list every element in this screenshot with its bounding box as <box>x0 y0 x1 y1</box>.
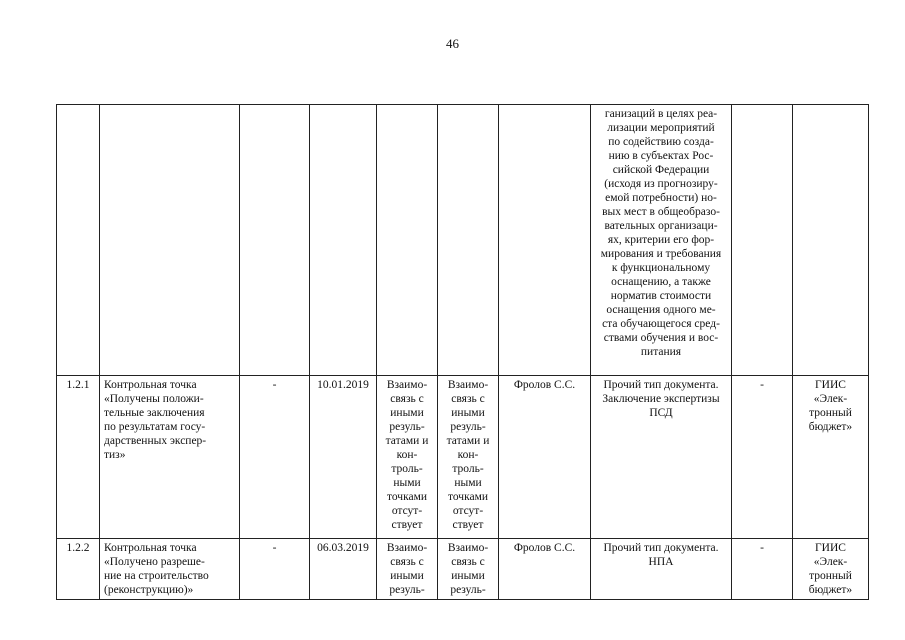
page-number: 46 <box>446 36 459 51</box>
cell-name: Контрольная точка «Получены положи- тельные заключения по результатам госу- дарственных экспер- тиз» <box>100 376 240 539</box>
cell-link-next: Взаимо- связь с иными резуль- <box>438 539 499 600</box>
cell-system: ГИИС «Элек- тронный бюджет» <box>793 376 869 539</box>
cell-level <box>732 105 793 376</box>
cell-link-prev: Взаимо- связь с иными резуль- <box>377 539 438 600</box>
cell-name <box>100 105 240 376</box>
cell-number <box>57 105 100 376</box>
table-row <box>57 376 869 539</box>
cell-system: ГИИС «Элек- тронный бюджет» <box>793 539 869 600</box>
cell-link-next: Взаимо- связь с иными резуль- татами и кон- троль- ными точками отсут- ствует <box>438 376 499 539</box>
cell-number: 1.2.2 <box>57 539 100 600</box>
cell-prev <box>240 105 310 376</box>
cell-prev: - <box>240 376 310 539</box>
cell-person <box>499 105 591 376</box>
cell-date: 10.01.2019 <box>310 376 377 539</box>
cell-prev: - <box>240 539 310 600</box>
cell-person: Фролов С.С. <box>499 539 591 600</box>
cell-document-type: Прочий тип документа. Заключение экспертизы ПСД <box>591 376 732 539</box>
cell-name: Контрольная точка «Получено разреше- ние на строительство (реконструкцию)» <box>100 539 240 600</box>
cell-person: Фролов С.С. <box>499 376 591 539</box>
cell-link-prev <box>377 105 438 376</box>
table-row <box>57 539 869 600</box>
cell-level: - <box>732 376 793 539</box>
cell-document-type: Прочий тип документа. НПА <box>591 539 732 600</box>
cell-document-type: ганизаций в целях реа- лизации мероприятий по содействию созда- нию в субъектах Рос- сийской Федерации (исходя из прогнозиру- емой потребности) но- вых мест в общеобразо- вательных организаци- ях, критерии его фор- мирования и требования к функциональному оснащению, а также норматив стоимости оснащения одного ме- ста обучающегося сред- ствами обучения и вос- питания <box>591 105 732 376</box>
cell-date: 06.03.2019 <box>310 539 377 600</box>
plan-table <box>56 104 869 600</box>
cell-system <box>793 105 869 376</box>
table-row <box>57 105 869 376</box>
cell-number: 1.2.1 <box>57 376 100 539</box>
cell-level: - <box>732 539 793 600</box>
cell-date <box>310 105 377 376</box>
cell-link-prev: Взаимо- связь с иными резуль- татами и кон- троль- ными точками отсут- ствует <box>377 376 438 539</box>
cell-link-next <box>438 105 499 376</box>
